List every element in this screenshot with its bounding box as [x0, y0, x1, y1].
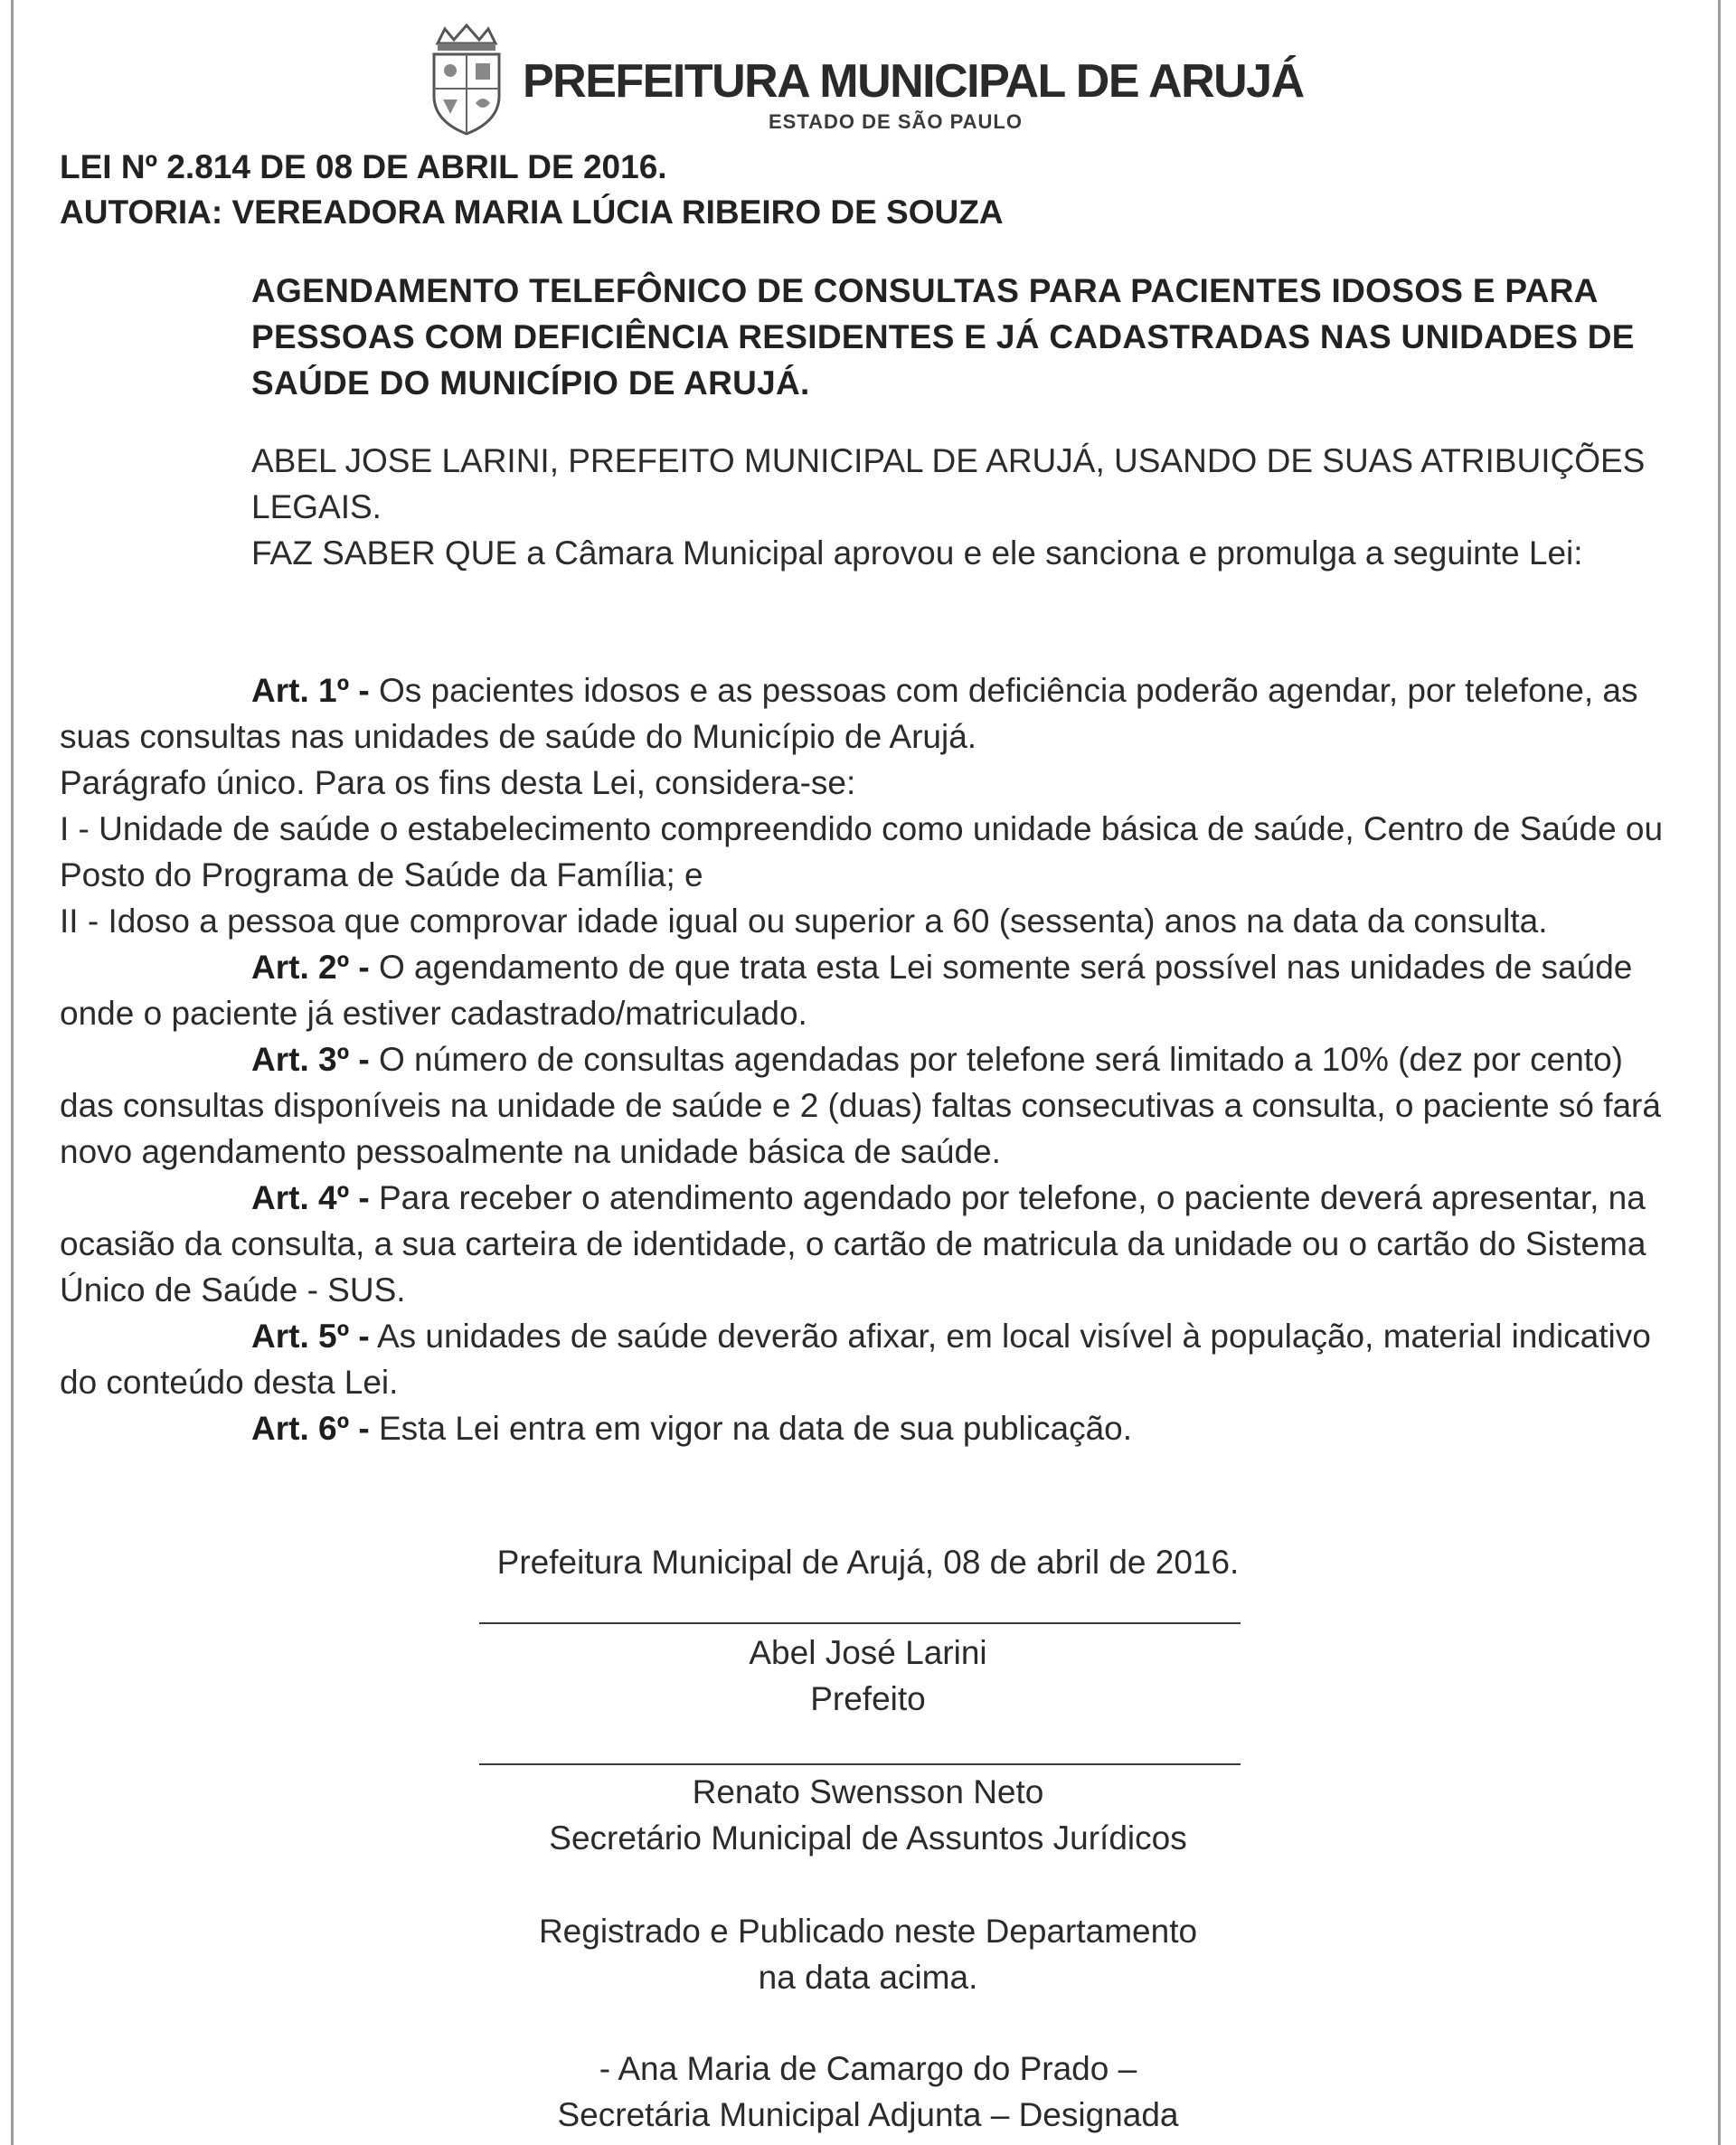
document-header [425, 20, 1347, 137]
article-1-text: Os pacientes idosos e as pessoas com deficiência poderão agendar, por telefone, as suas consultas nas unidades de saúde do Município de Arujá. [60, 672, 1638, 755]
article-3-label: Art. 3º - [251, 1041, 370, 1078]
article-1 [60, 667, 1678, 760]
intro-mayor: ABEL JOSE LARINI, PREFEITO MUNICIPAL DE ARUJÁ, USANDO DE SUAS ATRIBUIÇÕES LEGAIS. [251, 442, 1646, 525]
registered-line-1: Registrado e Publicado neste Departamento [538, 1913, 1198, 1950]
article-4-text: Para receber o atendimento agendado por telefone, o paciente deverá apresentar, na ocasião da consulta, a sua carteira de identidade, o cartão de matricula da unidade ou o cartão do Sistema Único de Saúde - SUS. [60, 1179, 1646, 1309]
signature-3-role: Secretária Municipal Adjunta – Designada [557, 2096, 1179, 2133]
article-5-label: Art. 5º - [251, 1318, 370, 1355]
law-authorship: AUTORIA: VEREADORA MARIA LÚCIA RIBEIRO DE SOUZA [60, 194, 1004, 231]
signature-1-role: Prefeito [810, 1680, 926, 1717]
header-title: PREFEITURA MUNICIPAL DE ARUJÁ [523, 55, 1304, 108]
law-ementa: AGENDAMENTO TELEFÔNICO DE CONSULTAS PARA PACIENTES IDOSOS E PARA PESSOAS COM DEFICIÊNCIA RESIDENTES E JÁ CADASTRADAS NAS UNIDADES DE SAÚDE DO MUNICÍPIO DE ARUJÁ. [251, 272, 1635, 402]
article-2-text: O agendamento de que trata esta Lei somente será possível nas unidades de saúde onde o paciente já estiver cadastrado/matriculado. [60, 949, 1633, 1032]
header-subtitle: ESTADO DE SÃO PAULO [769, 110, 1023, 133]
article-4 [60, 1175, 1678, 1313]
article-6 [60, 1405, 1678, 1451]
intro-announcement: FAZ SABER QUE a Câmara Municipal aprovou e ele sanciona e promulga a seguinte Lei: [251, 534, 1583, 572]
article-3 [60, 1036, 1678, 1175]
paragraph-unique: Parágrafo único. Para os fins desta Lei, considera-se: [60, 764, 856, 801]
signature-1-name: Abel José Larini [749, 1634, 987, 1671]
place-date: Prefeitura Municipal de Arujá, 08 de abril de 2016. [496, 1544, 1240, 1581]
article-6-text: Esta Lei entra em vigor na data de sua publicação. [369, 1410, 1133, 1447]
signature-2-role: Secretário Municipal de Assuntos Jurídicos [549, 1819, 1187, 1857]
article-5 [60, 1313, 1678, 1405]
municipal-crest-icon [425, 24, 508, 136]
signature-line-1 [479, 1622, 1241, 1624]
article-6-label: Art. 6º - [251, 1410, 370, 1447]
article-2 [60, 944, 1678, 1036]
article-2-label: Art. 2º - [251, 949, 370, 986]
article-5-text: As unidades de saúde deverão afixar, em local visível à população, material indicativo do conteúdo desta Lei. [60, 1318, 1651, 1401]
law-number: LEI Nº 2.814 DE 08 DE ABRIL DE 2016. [60, 148, 667, 185]
signature-2-name: Renato Swensson Neto [692, 1773, 1044, 1810]
registered-line-2: na data acima. [758, 1959, 978, 1996]
signature-line-2 [479, 1763, 1241, 1765]
item-ii: II - Idoso a pessoa que comprovar idade igual ou superior a 60 (sessenta) anos na data da consulta. [60, 902, 1548, 940]
signature-3-name: - Ana Maria de Camargo do Prado – [599, 2050, 1137, 2087]
article-4-label: Art. 4º - [251, 1179, 370, 1216]
article-3-text: O número de consultas agendadas por telefone será limitado a 10% (dez por cento) das consultas disponíveis na unidade de saúde e 2 (duas) faltas consecutivas a consulta, o paciente só fará novo agendamento pessoalmente na unidade básica de saúde. [60, 1041, 1661, 1170]
item-i: I - Unidade de saúde o estabelecimento compreendido como unidade básica de saúde, Centro de Saúde ou Posto do Programa de Saúde da Família; e [60, 810, 1664, 893]
article-1-label: Art. 1º - [251, 672, 370, 709]
articles-block [60, 667, 1678, 1451]
